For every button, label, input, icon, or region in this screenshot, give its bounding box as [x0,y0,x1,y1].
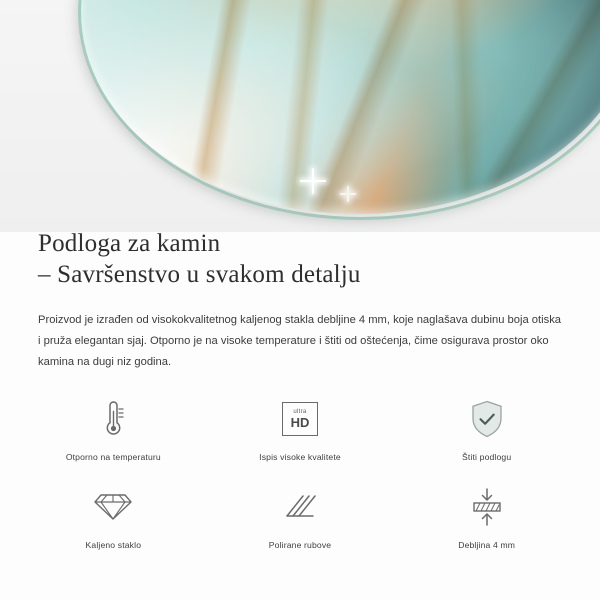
feature-label: Debljina 4 mm [458,540,516,550]
feature-grid [20,396,580,572]
glass-board-graphic [78,0,600,214]
polished-edges-icon [281,484,319,530]
feature-item-thickness [393,484,580,572]
feature-item-tempered-glass [20,484,207,572]
ultra-hd-icon [282,396,318,442]
feature-item-polished-edges [207,484,394,572]
feature-label: Polirane rubove [268,540,332,550]
feature-label: Štiti podlogu [462,452,512,462]
thickness-arrows-icon [467,484,507,530]
page-title-line-1: Podloga za kamin [38,230,221,257]
thermometer-icon [96,396,130,442]
feature-label: Ispis visoke kvalitete [259,452,341,462]
feature-item-surface-protection [393,396,580,484]
diamond-icon [93,484,133,530]
feature-item-temperature [20,396,207,484]
feature-label: Kaljeno staklo [85,540,142,550]
hero-image [0,0,600,232]
ultra-hd-badge-top: ultra [293,409,307,415]
page-title [38,228,566,290]
feature-item-print-quality [207,396,394,484]
ultra-hd-badge-bottom: HD [290,415,310,430]
description-paragraph: Proizvod je izrađen od visokokvalitetnog kaljenog stakla debljine 4 mm, koje naglašava dubinu boja otiska i pruža elegantan sjaj. Otporno je na visoke temperature i štiti od oštećenja, čime osigurava prostor oko kamina na dugi niz godina. [38,314,562,368]
text-block [38,228,566,373]
page-title-line-2: – Savršenstvo u svakom detalju [38,261,361,288]
feature-label: Otporno na temperaturu [65,452,161,462]
shield-check-icon [468,396,506,442]
